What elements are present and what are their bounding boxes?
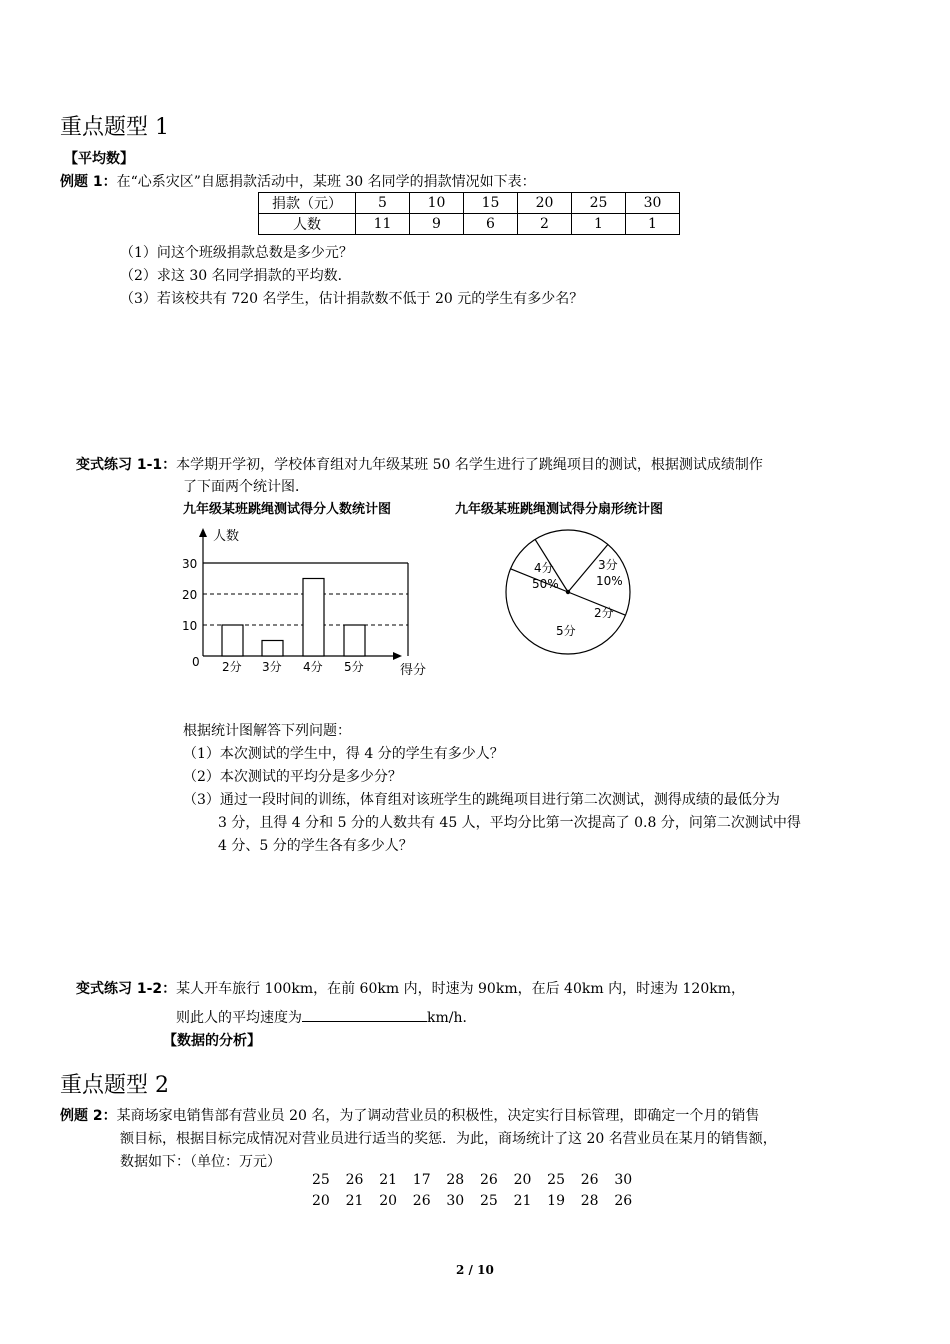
pie-chart <box>452 496 702 661</box>
example-1-question-1: （1）问这个班级捐款总数是多少元？ <box>120 245 353 261</box>
table-cell: 9 <box>410 214 464 235</box>
x-axis-label: 得分 <box>400 663 427 678</box>
data-value: 28 <box>446 1172 465 1188</box>
data-value: 26 <box>412 1193 431 1209</box>
exercise-1-1-label: 变式练习 1-1： <box>76 457 177 473</box>
exercise-1-2-prefix: 则此人的平均速度为 <box>176 1010 302 1026</box>
bar-4-points <box>303 579 324 657</box>
exercise-1-1-line-2: 了下面两个统计图． <box>183 479 309 495</box>
table-cell: 15 <box>464 193 518 214</box>
table-cell: 10 <box>410 193 464 214</box>
section-title-1: 重点题型 1 <box>60 115 169 140</box>
data-value: 30 <box>614 1172 633 1188</box>
exercise-1-1-question-3c: 4 分、5 分的学生各有多少人？ <box>218 838 413 854</box>
subsection-data-analysis: 【数据的分析】 <box>163 1033 261 1049</box>
bar-2-points <box>222 625 243 656</box>
y-tick-label: 0 <box>192 655 200 669</box>
slice-label-3: 3分 <box>598 558 618 572</box>
y-tick-label: 20 <box>182 588 198 602</box>
data-value: 20 <box>312 1193 330 1209</box>
exercise-1-2-line-1 <box>76 978 745 998</box>
data-value: 25 <box>312 1172 330 1188</box>
exercise-1-2-line-2 <box>176 1007 477 1027</box>
example-2-label: 例题 2： <box>60 1108 117 1124</box>
exercise-1-2-suffix: km/h． <box>427 1010 477 1026</box>
exercise-1-1-intro: 根据统计图解答下列问题： <box>183 723 351 739</box>
donation-table <box>258 192 680 235</box>
subsection-average: 【平均数】 <box>64 151 134 167</box>
data-value: 21 <box>513 1193 532 1209</box>
exercise-1-1-question-1: （1）本次测试的学生中，得 4 分的学生有多少人？ <box>183 746 504 762</box>
example-2-line-3: 数据如下：（单位：万元） <box>120 1154 281 1170</box>
section-title-2: 重点题型 2 <box>60 1073 169 1098</box>
table-cell: 5 <box>356 193 410 214</box>
bar-5-points <box>344 625 365 656</box>
table-cell: 25 <box>572 193 626 214</box>
bar-3-points <box>262 641 283 657</box>
example-1-question-3: （3）若该校共有 720 名学生，估计捐款数不低于 20 元的学生有多少名？ <box>120 291 584 307</box>
slice-pct-3: 10% <box>596 574 623 588</box>
table-cell: 20 <box>518 193 572 214</box>
data-value: 26 <box>479 1172 498 1188</box>
pie-center <box>566 590 570 594</box>
sales-data-row-2 <box>312 1193 648 1209</box>
table-row <box>259 214 680 235</box>
y-tick-label: 10 <box>182 619 198 633</box>
example-2-text: 某商场家电销售部有营业员 20 名，为了调动营业员的积极性，决定实行目标管理，即确定一个月的销售 <box>116 1108 760 1124</box>
exercise-1-1-question-2: （2）本次测试的平均分是多少分？ <box>183 769 402 785</box>
exercise-1-1-question-3b: 3 分，且得 4 分和 5 分的人数共有 45 人，平均分比第一次提高了 0.8 分，问第二次测试中得 <box>218 815 801 831</box>
exercise-1-2-text: 某人开车旅行 100km，在前 60km 内，时速为 90km，在后 40km 内，时速为 120km， <box>176 981 746 997</box>
slice-label-2: 2分 <box>594 606 614 620</box>
x-tick-label: 3分 <box>262 660 282 674</box>
x-tick-label: 5分 <box>344 660 364 674</box>
data-value: 20 <box>513 1172 532 1188</box>
data-value: 21 <box>345 1193 364 1209</box>
y-tick-label: 30 <box>182 557 198 571</box>
x-tick-label: 4分 <box>303 660 323 674</box>
table-cell: 30 <box>626 193 680 214</box>
data-value: 25 <box>479 1193 498 1209</box>
data-value: 25 <box>547 1172 565 1188</box>
exercise-1-2-label: 变式练习 1-2： <box>76 981 177 997</box>
exercise-1-1-text: 本学期开学初，学校体育组对九年级某班 50 名学生进行了跳绳项目的测试，根据测试成绩制作 <box>176 457 763 473</box>
exercise-1-1-question-3a: （3）通过一段时间的训练，体育组对该班学生的跳绳项目进行第二次测试，测得成绩的最低分为 <box>183 792 780 808</box>
data-value: 26 <box>345 1172 364 1188</box>
data-value: 17 <box>412 1172 431 1188</box>
table-row <box>259 193 680 214</box>
sales-data-row-1 <box>312 1172 648 1188</box>
data-value: 26 <box>614 1193 633 1209</box>
x-tick-label: 2分 <box>222 660 242 674</box>
example-1-text: 在“心系灾区”自愿捐款活动中，某班 30 名同学的捐款情况如下表： <box>116 174 536 190</box>
data-value: 21 <box>379 1172 398 1188</box>
example-1-line <box>60 171 536 191</box>
table-cell: 6 <box>464 214 518 235</box>
data-value: 28 <box>580 1193 599 1209</box>
slice-label-5: 5分 <box>556 624 576 638</box>
table-cell: 捐款（元） <box>259 193 356 214</box>
example-2-line-1 <box>60 1105 759 1125</box>
bar-chart <box>180 496 445 681</box>
pie-chart-title: 九年级某班跳绳测试得分扇形统计图 <box>455 502 664 517</box>
data-value: 20 <box>379 1193 398 1209</box>
data-value: 26 <box>580 1172 599 1188</box>
page-number: 2 / 10 <box>456 1263 494 1277</box>
exercise-1-1-line-1 <box>76 454 763 474</box>
table-cell: 1 <box>572 214 626 235</box>
data-value: 30 <box>446 1193 465 1209</box>
x-axis-arrow <box>393 652 402 660</box>
slice-label-4: 4分 <box>534 561 554 575</box>
slice-pct-4: 50% <box>532 577 559 591</box>
example-1-question-2: （2）求这 30 名同学捐款的平均数． <box>120 268 352 284</box>
table-cell: 人数 <box>259 214 356 235</box>
table-cell: 1 <box>626 214 680 235</box>
bar-chart-title: 九年级某班跳绳测试得分人数统计图 <box>183 502 392 517</box>
table-cell: 2 <box>518 214 572 235</box>
data-value: 19 <box>547 1193 565 1209</box>
y-axis-label: 人数 <box>213 529 240 544</box>
example-1-label: 例题 1： <box>60 174 117 190</box>
table-cell: 11 <box>356 214 410 235</box>
answer-blank[interactable] <box>302 1007 427 1022</box>
example-2-line-2: 额目标，根据目标完成情况对营业员进行适当的奖惩．为此，商场统计了这 20 名营业员在某月的销售额， <box>120 1131 777 1147</box>
